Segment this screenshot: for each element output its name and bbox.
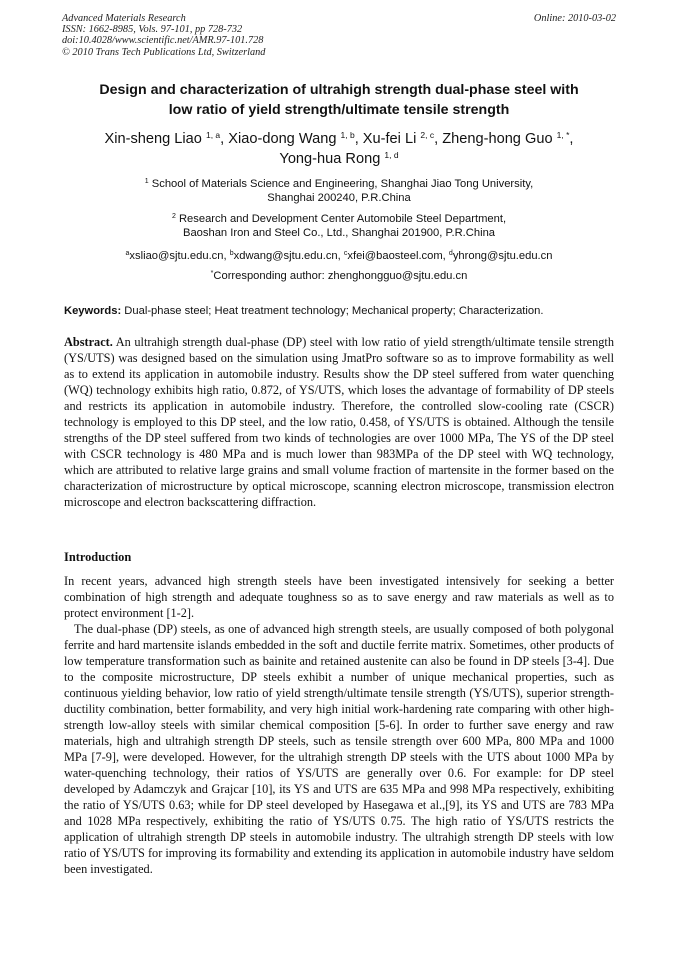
email-mark: d (448, 250, 453, 257)
author-affiliation-mark: 1, d (384, 150, 399, 160)
author-affiliation-mark: 1, b (340, 130, 355, 140)
affiliation-1 (30, 177, 648, 206)
corresponding-author (30, 269, 648, 283)
paper-title (30, 80, 648, 120)
keywords (64, 304, 620, 318)
introduction-paragraph-2: The dual-phase (DP) steels, as one of advanced high strength steels, are usually composed of both polygonal ferrite and hard martensite islands embedded in the soft and ductile ferrite matrix. Sometimes, other products of low temperature transformation such as bainite and retained austenite can also be found in DP steels [3-4]. Due to the composite microstructure, DP steels exhibit a number of unique mechanical properties, such as continuous yielding behavior, low ratio of yield strength/ultimate tensile strength (YS/UTS), superior strength-ductility combination, better formability, and very high initial work-hardening rate comparing with other high-strength low-alloy steels with similar chemical composition [5-6]. In order to further save energy and raw materials, high and ultrahigh strength DP steels, such as tensile strength over 600 MPa, 800 MPa and 1000 MPa [7-9], were developed. However, for the ultrahigh strength DP steels with the UTS about 1000 MPa by water-quenching technology, their ratios of YS/UTS are generally over 0.6. For example: for DP steel developed by Adamczyk and Grajcar [10], its YS and UTS are 635 MPa and 998 MPa respectively, exhibiting the ratio of YS/UTS 0.63; while for DP steel developed by Hasegawa et al.,[9], its YS and UTS are 783 MPa and 1028 MPa respectively, exhibiting the ratio of YS/UTS 0.75. The high ratio of YS/UTS restricts the application of ultrahigh strength DP steels in automobile industry. The ultrahigh strength DP steels with low ratio of YS/UTS for improving its formability and extending its application in automobile industry have seldom been investigated. (64, 622, 614, 876)
corresponding-mark: * (210, 270, 214, 277)
introduction-paragraph-1: In recent years, advanced high strength steels have been investigated intensively for seeking a better combination of high strength and adequate toughness so as to save energy and raw materials as well as to protect environment [1-2]. (64, 574, 614, 620)
introduction-body (64, 573, 614, 877)
title-line-2: low ratio of yield strength/ultimate tensile strength (168, 102, 510, 118)
affiliation-text: Baoshan Iron and Steel Co., Ltd., Shanghai 201900, P.R.China (182, 227, 496, 240)
corresponding-text: Corresponding author: zhenghongguo@sjtu.edu.cn (213, 270, 468, 282)
author-name: Zheng-hong Guo (442, 131, 553, 147)
abstract (64, 334, 614, 510)
email-address: xdwang@sjtu.edu.cn, (233, 250, 344, 262)
email-mark: a (125, 250, 130, 257)
affiliation-number: 1 (144, 178, 149, 185)
email-mark: b (229, 250, 234, 257)
author-name: Xin-sheng Liao (104, 131, 202, 147)
affiliation-text: Shanghai 200240, P.R.China (267, 192, 411, 205)
author-affiliation-mark: 2, c (420, 130, 435, 140)
journal-name: Advanced Materials Research (62, 13, 186, 24)
author-affiliation-mark: 1, * (556, 130, 570, 140)
affiliation-text: School of Materials Science and Engineering, Shanghai Jiao Tong University, (151, 178, 534, 190)
affiliation-number: 2 (171, 213, 176, 220)
author-affiliation-mark: 1, a (205, 130, 221, 140)
title-line-1: Design and characterization of ultrahigh strength dual-phase steel with (99, 82, 579, 98)
online-date: Online: 2010-03-02 (533, 13, 616, 24)
author-name: Yong-hua Rong (279, 151, 381, 167)
affiliation-text: Research and Development Center Automobile Steel Department, (178, 213, 507, 225)
abstract-text: An ultrahigh strength dual-phase (DP) steel with low ratio of yield strength/ultimate tensile strength (YS/UTS) was designed based on the simulation using JmatPro software so as to improve formability as well as to extend its application in automobile industry. Results show the DP steel suffered from water quenching (WQ) technology exhibits high ratio, 0.872, of YS/UTS, which loses the advantage of formability of DP steels and restricts its application in automobile industry. Therefore, the controlled slow-cooling rate (CSCR) technology is employed to this DP steel, and the low ratio, 0.458, of YS/UTS is obtained. Although the tensile strengths of the DP steel suffered from two kinds of technologies are over 1000 MPa, The YS of the DP steel with CSCR technology is 480 MPa and is much lower than 983MPa of the DP steel with WQ technology, which are attributed to relative large grains and small volume fraction of martensite in the former based on the characterization of microstructure by optical microscope, scanning electron microscope, transmission electron microscope and electron backscattering diffraction. (64, 335, 614, 509)
journal-header (62, 13, 616, 58)
email-address: xfei@baosteel.com, (347, 250, 449, 262)
keywords-text: Dual-phase steel; Heat treatment technology; Mechanical property; Characterization. (121, 305, 544, 317)
author-name: Xu-fei Li (362, 131, 417, 147)
keywords-label: Keywords: (64, 305, 122, 317)
affiliation-2 (30, 212, 648, 241)
doi-line: doi:10.4028/www.scientific.net/AMR.97-101.728 (62, 35, 264, 47)
abstract-label: Abstract. (64, 335, 113, 349)
email-list (30, 249, 648, 263)
issn-line: ISSN: 1662-8985, Vols. 97-101, pp 728-732 (62, 24, 243, 36)
copyright-line: © 2010 Trans Tech Publications Ltd, Switzerland (62, 46, 266, 58)
author-name: Xiao-dong Wang (228, 131, 337, 147)
email-address: yhrong@sjtu.edu.cn (452, 250, 553, 262)
email-mark: c (343, 250, 348, 257)
author-list: Xin-sheng Liao $^{1, a}$, Xiao-dong Wang $^{1, b}$, Xu-fei Li $^{2, c}$, Zheng-hong Guo $^{1, *}$, Yong-hua Rong $^{1, d}$ (104, 130, 574, 167)
section-heading-introduction: Introduction (64, 550, 132, 564)
email-address: xsliao@sjtu.edu.cn, (129, 250, 230, 262)
